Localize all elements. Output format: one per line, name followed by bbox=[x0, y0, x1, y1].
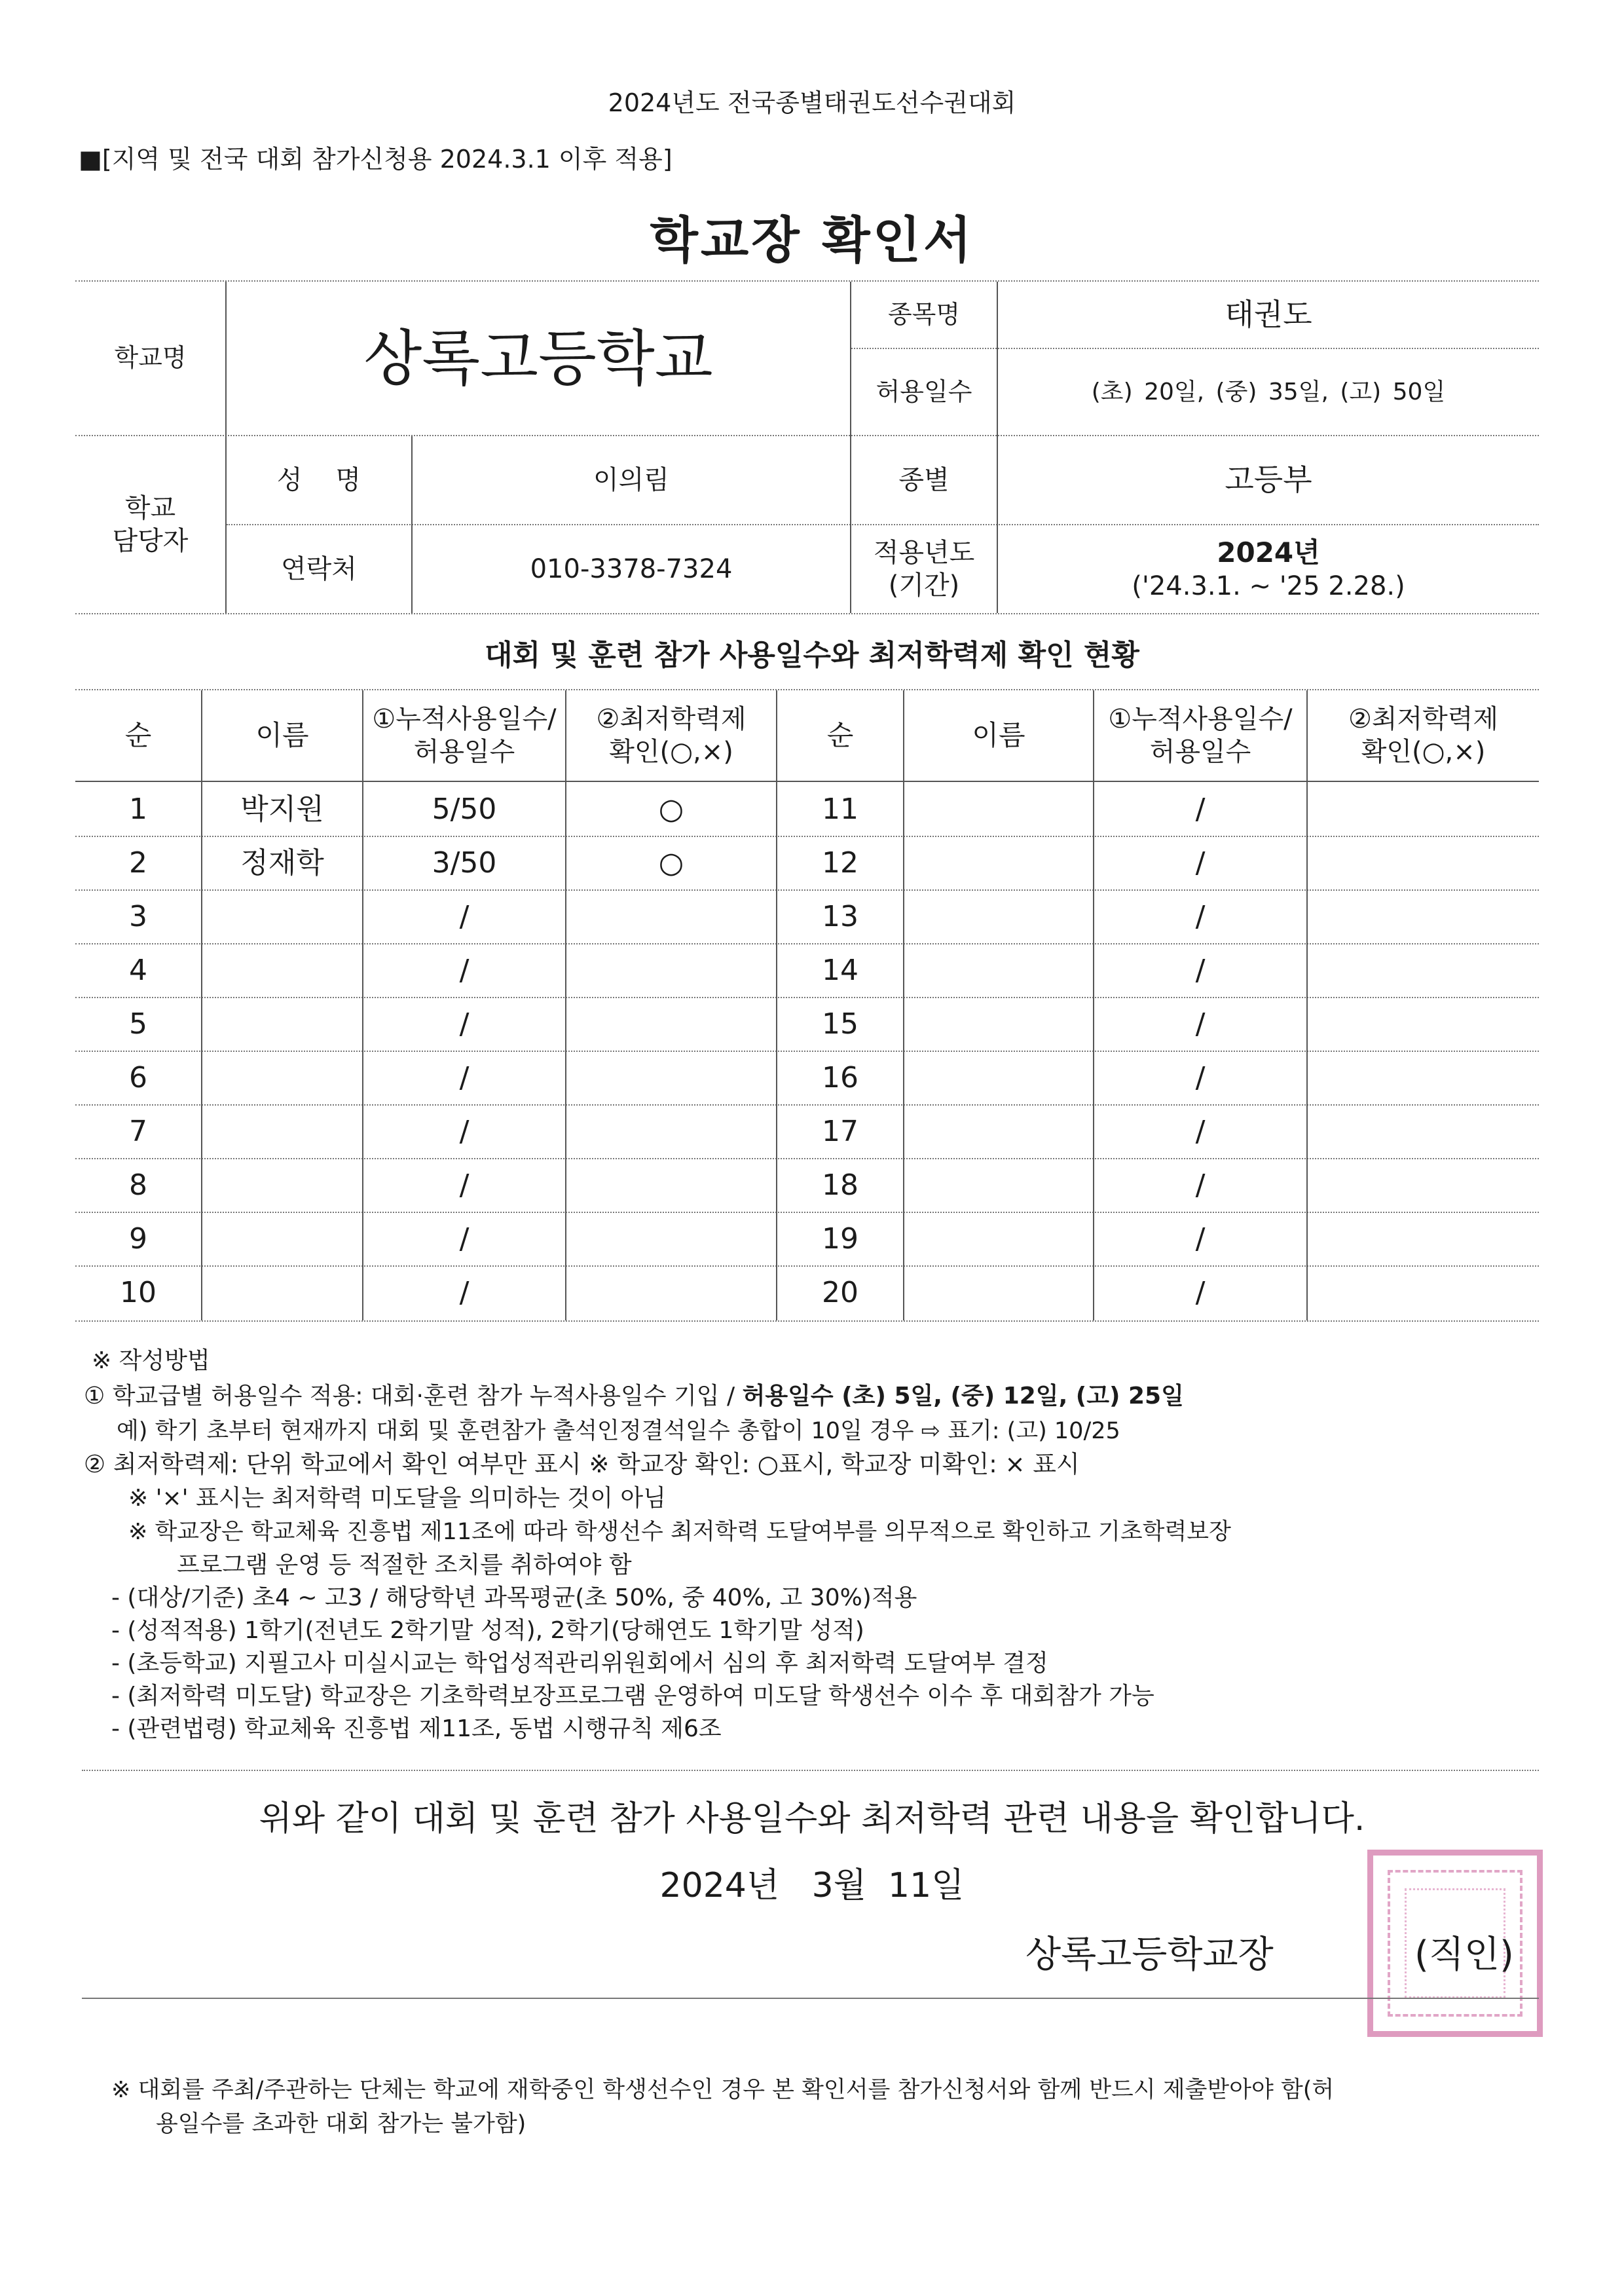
status-title: 대회 및 훈련 참가 사용일수와 최저학력제 확인 현황 bbox=[485, 639, 1139, 672]
row-no-right: 14 bbox=[822, 953, 858, 987]
header-check-left: ②최저학력제 확인(○,×) bbox=[596, 704, 747, 767]
row-name-right bbox=[904, 889, 1093, 943]
period-year: 2024년 bbox=[1217, 536, 1320, 569]
row-no-right: 17 bbox=[822, 1114, 858, 1148]
row-name-left bbox=[202, 1104, 362, 1158]
manager-name-label: 성 명 bbox=[276, 465, 361, 495]
note-1-example: 예) 학기 초부터 현재까지 대회 및 훈련참가 출석인정결석일수 총합이 10일 경우 ⇨ 표기: (고) 10/25 bbox=[117, 1418, 1120, 1444]
detail-5: - (관련법령) 학교체육 진흥법 제11조, 동법 시행규칙 제6조 bbox=[111, 1715, 722, 1742]
row-no-left: 7 bbox=[129, 1114, 147, 1148]
header-no-left: 순 bbox=[124, 718, 152, 751]
header-check-right: ②최저학력제 확인(○,×) bbox=[1348, 704, 1499, 767]
period-range: ('24.3.1. ~ '25 2.28.) bbox=[1132, 571, 1405, 602]
row-days-left: / bbox=[459, 1222, 470, 1256]
row-no-left: 1 bbox=[129, 792, 147, 826]
row-no-right: 13 bbox=[822, 899, 858, 933]
row-check-left bbox=[566, 1051, 776, 1104]
row-days-right: / bbox=[1195, 1114, 1206, 1148]
row-name-left bbox=[202, 997, 362, 1051]
header-no-right: 순 bbox=[826, 718, 854, 751]
row-days-left: 3/50 bbox=[432, 846, 497, 880]
sport-value: 태권도 bbox=[1225, 296, 1312, 332]
row-name-left bbox=[202, 943, 362, 997]
contact-value: 010-3378-7324 bbox=[530, 554, 733, 584]
row-no-left: 4 bbox=[129, 953, 147, 987]
row-days-left: / bbox=[459, 899, 470, 933]
row-check-left bbox=[566, 943, 776, 997]
row-name-right bbox=[904, 1051, 1093, 1104]
row-days-left: / bbox=[459, 1007, 470, 1041]
note-2: ② 최저학력제: 단위 학교에서 확인 여부만 표시 ※ 학교장 확인: ○표시, 학교장 미확인: × 표시 bbox=[84, 1450, 1080, 1478]
row-days-left: 5/50 bbox=[432, 792, 497, 826]
row-no-left: 2 bbox=[129, 846, 147, 880]
signer: 상록고등학교장 bbox=[1025, 1933, 1274, 1976]
row-no-left: 3 bbox=[129, 899, 147, 933]
row-days-right: / bbox=[1195, 1060, 1206, 1094]
allowed-days-label: 허용일수 bbox=[876, 377, 972, 406]
row-name-right bbox=[904, 836, 1093, 889]
row-check-left bbox=[566, 889, 776, 943]
note-1-text: ① 학교급별 허용일수 적용: 대회·훈련 참가 누적사용일수 기입 / bbox=[84, 1383, 743, 1409]
row-days-right: / bbox=[1195, 846, 1206, 880]
row-days-left: / bbox=[459, 1275, 470, 1309]
period-value bbox=[998, 525, 1539, 613]
detail-3: - (초등학교) 지필고사 미실시교는 학업성적관리위원회에서 심의 후 최저학력 도달여부 결정 bbox=[111, 1650, 1048, 1677]
row-days-right: / bbox=[1195, 1007, 1206, 1041]
row-no-left: 8 bbox=[129, 1168, 147, 1202]
header-days-right: ①누적사용일수/ 허용일수 bbox=[1108, 704, 1293, 767]
row-no-right: 12 bbox=[822, 846, 858, 880]
row-name-right bbox=[904, 1265, 1093, 1319]
row-check-right bbox=[1308, 836, 1538, 889]
detail-4: - (최저학력 미도달) 학교장은 기초학력보장프로그램 운영하여 미도달 학생선수 이수 후 대회참가 가능 bbox=[111, 1683, 1154, 1709]
header-name-left: 이름 bbox=[255, 718, 309, 751]
row-check-left bbox=[566, 1265, 776, 1319]
row-no-right: 15 bbox=[822, 1007, 858, 1041]
note-1-bold: 허용일수 (초) 5일, (중) 12일, (고) 25일 bbox=[742, 1383, 1184, 1409]
row-name-right bbox=[904, 782, 1093, 836]
detail-1: - (대상/기준) 초4 ~ 고3 / 해당학년 과목평균(초 50%, 중 40%, 고 30%)적용 bbox=[111, 1584, 917, 1611]
row-check-right bbox=[1308, 889, 1538, 943]
row-no-left: 9 bbox=[129, 1222, 147, 1256]
row-name-left bbox=[202, 1265, 362, 1319]
row-name-right bbox=[904, 943, 1093, 997]
manager-name: 이의림 bbox=[593, 465, 669, 495]
row-no-right: 20 bbox=[822, 1275, 858, 1309]
row-name-left: 정재학 bbox=[240, 846, 324, 880]
footer-note-1: ※ 대회를 주최/주관하는 단체는 학교에 재학중인 학생선수인 경우 본 확인서를 참가신청서와 함께 반드시 제출받아야 함(허 bbox=[111, 2077, 1335, 2103]
application-notice: ■[지역 및 전국 대회 참가신청용 2024.3.1 이후 적용] bbox=[79, 145, 673, 174]
row-name-right bbox=[904, 997, 1093, 1051]
row-check-right bbox=[1308, 943, 1538, 997]
row-check-right bbox=[1308, 1158, 1538, 1212]
row-name-left bbox=[202, 1051, 362, 1104]
row-check-left bbox=[566, 1158, 776, 1212]
row-check-left bbox=[566, 1212, 776, 1265]
seal-label: (직인) bbox=[1414, 1933, 1514, 1976]
notes-heading: ※ 작성방법 bbox=[92, 1347, 210, 1374]
footer-note-2: 용일수를 초과한 대회 참가는 불가함) bbox=[156, 2111, 526, 2137]
row-days-left: / bbox=[459, 1168, 470, 1202]
document-title: 학교장 확인서 bbox=[650, 211, 974, 269]
note-2-sub1: ※ '×' 표시는 최저학력 미도달을 의미하는 것이 아님 bbox=[128, 1485, 666, 1512]
row-name-left: 박지원 bbox=[240, 792, 324, 826]
row-name-left bbox=[202, 1212, 362, 1265]
category-value: 고등부 bbox=[1225, 462, 1312, 498]
row-days-right: / bbox=[1195, 953, 1206, 987]
school-name: 상록고등학교 bbox=[363, 323, 713, 394]
manager-label: 학교 담당자 bbox=[112, 493, 189, 556]
row-check-left: ○ bbox=[658, 792, 684, 826]
row-name-left bbox=[202, 889, 362, 943]
row-no-left: 6 bbox=[129, 1060, 147, 1094]
row-name-right bbox=[904, 1212, 1093, 1265]
school-name-label: 학교명 bbox=[114, 343, 187, 373]
row-check-right bbox=[1308, 1051, 1538, 1104]
row-days-right: / bbox=[1195, 1168, 1206, 1202]
row-days-right: / bbox=[1195, 899, 1206, 933]
row-no-right: 16 bbox=[822, 1060, 858, 1094]
row-check-right bbox=[1308, 1265, 1538, 1319]
row-check-right bbox=[1308, 997, 1538, 1051]
row-days-right: / bbox=[1195, 1222, 1206, 1256]
row-days-left: / bbox=[459, 953, 470, 987]
header-days-left: ①누적사용일수/ 허용일수 bbox=[372, 704, 557, 767]
row-no-right: 11 bbox=[822, 792, 858, 826]
row-days-right: / bbox=[1195, 792, 1206, 826]
row-no-right: 19 bbox=[822, 1222, 858, 1256]
row-check-left: ○ bbox=[658, 846, 684, 880]
row-name-right bbox=[904, 1104, 1093, 1158]
contact-label: 연락처 bbox=[281, 554, 357, 584]
row-days-left: / bbox=[459, 1060, 470, 1094]
confirmation-date: 2024년 3월 11일 bbox=[659, 1866, 965, 1905]
confirmation-statement: 위와 같이 대회 및 훈련 참가 사용일수와 최저학력 관련 내용을 확인합니다. bbox=[259, 1799, 1365, 1838]
note-2-sub2a: ※ 학교장은 학교체육 진흥법 제11조에 따라 학생선수 최저학력 도달여부를 의무적으로 확인하고 기초학력보장 bbox=[128, 1519, 1231, 1545]
allowed-days-value: (초) 20일, (중) 35일, (고) 50일 bbox=[1091, 379, 1446, 405]
event-name: 2024년도 전국종별태권도선수권대회 bbox=[608, 88, 1016, 117]
row-check-left bbox=[566, 1104, 776, 1158]
category-label: 종별 bbox=[898, 465, 950, 495]
note-1 bbox=[84, 1382, 1184, 1410]
header-name-right: 이름 bbox=[972, 718, 1025, 751]
row-check-right bbox=[1308, 1212, 1538, 1265]
row-days-left: / bbox=[459, 1114, 470, 1148]
row-check-right bbox=[1308, 782, 1538, 836]
period-label: 적용년도 (기간) bbox=[873, 538, 975, 601]
note-2-sub2b: 프로그램 운영 등 적절한 조치를 취하여야 함 bbox=[177, 1552, 632, 1578]
row-check-right bbox=[1308, 1104, 1538, 1158]
row-days-right: / bbox=[1195, 1275, 1206, 1309]
row-name-left bbox=[202, 1158, 362, 1212]
detail-2: - (성적적용) 1학기(전년도 2학기말 성적), 2학기(당해연도 1학기말 성적) bbox=[111, 1617, 864, 1644]
row-no-left: 10 bbox=[120, 1275, 157, 1309]
sport-label: 종목명 bbox=[887, 299, 961, 329]
row-name-right bbox=[904, 1158, 1093, 1212]
row-no-left: 5 bbox=[129, 1007, 147, 1041]
row-check-left bbox=[566, 997, 776, 1051]
row-no-right: 18 bbox=[822, 1168, 858, 1202]
